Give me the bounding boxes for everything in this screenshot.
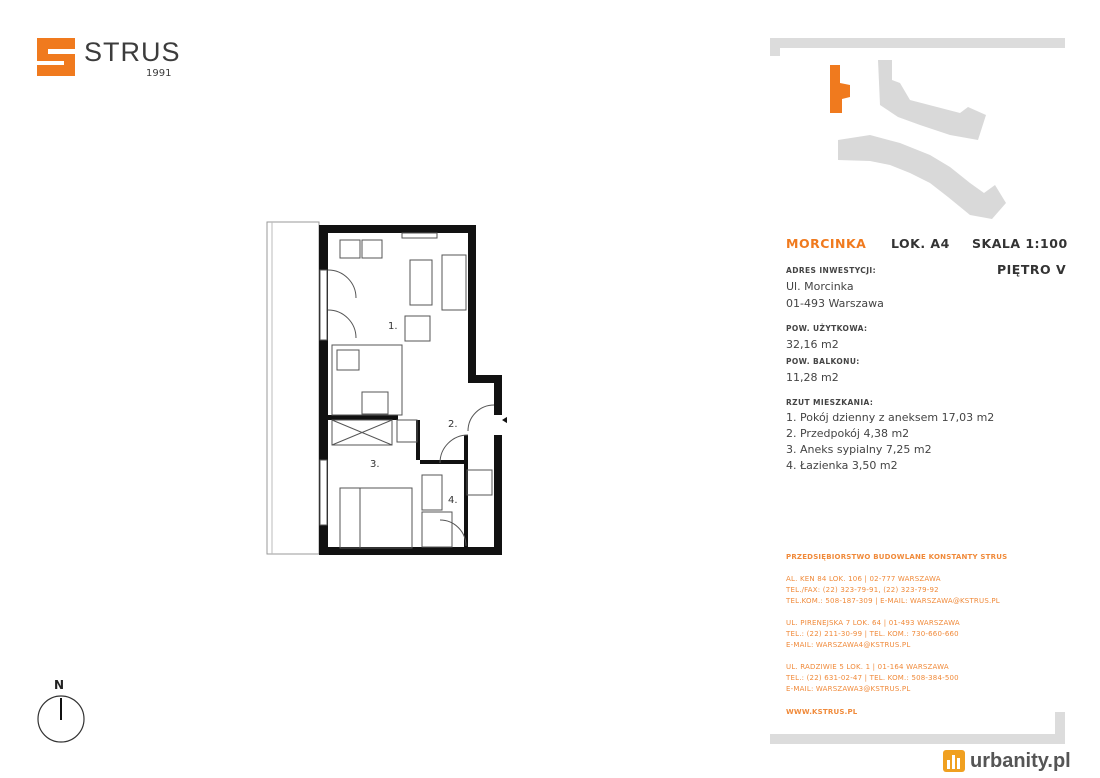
room-label-4: 4. xyxy=(448,495,458,506)
office2-line: UL. PIRENEJSKA 7 LOK. 64 | 01-493 WARSZAWA xyxy=(786,619,960,627)
unit-number: LOK. A4 xyxy=(891,236,950,251)
office1-line: TEL./FAX: (22) 323-79-91, (22) 323-79-92 xyxy=(786,586,939,594)
company-name: PRZEDSIĘBIORSTWO BUDOWLANE KONSTANTY STRUS xyxy=(786,553,1008,561)
office1-line: TEL.KOM.: 508-187-309 | E-MAIL: WARSZAWA@KSTRUS.PL xyxy=(786,597,1000,605)
compass-north-label: N xyxy=(54,678,65,692)
room-label-3: 3. xyxy=(370,459,380,470)
office3-line: UL. RADZIWIE 5 LOK. 1 | 01-164 WARSZAWA xyxy=(786,663,949,671)
usable-area-label: POW. UŻYTKOWA: xyxy=(786,324,868,333)
office2-line: TEL.: (22) 211-30-99 | TEL. KOM.: 730-660-660 xyxy=(786,630,959,638)
strus-logo-icon xyxy=(37,38,75,76)
panel-frame-corner-bottom xyxy=(1055,712,1065,744)
balcony-area-value: 11,28 m2 xyxy=(786,371,839,384)
brand-year: 1991 xyxy=(146,68,172,79)
address-line2: 01-493 Warszawa xyxy=(786,297,884,310)
room-label-2: 2. xyxy=(448,419,458,430)
site-plan xyxy=(800,55,1020,235)
usable-area-value: 32,16 m2 xyxy=(786,338,839,351)
rooms-label: RZUT MIESZKANIA: xyxy=(786,398,874,407)
website-link[interactable]: WWW.KSTRUS.PL xyxy=(786,708,858,716)
office3-line: E-MAIL: WARSZAWA3@KSTRUS.PL xyxy=(786,685,911,693)
project-name: MORCINKA xyxy=(786,236,867,251)
watermark xyxy=(942,748,1071,774)
balcony-area-label: POW. BALKONU: xyxy=(786,357,860,366)
floor-plan xyxy=(262,220,507,565)
office3-line: TEL.: (22) 631-02-47 | TEL. KOM.: 508-384-500 xyxy=(786,674,959,682)
urbanity-logo-icon xyxy=(942,749,966,773)
office1-line: AL. KEN 84 LOK. 106 | 02-777 WARSZAWA xyxy=(786,575,941,583)
room-item: 1. Pokój dzienny z aneksem 17,03 m2 xyxy=(786,411,995,424)
panel-frame-corner xyxy=(770,38,780,56)
panel-frame-top xyxy=(770,38,1065,48)
address-line1: Ul. Morcinka xyxy=(786,280,854,293)
compass-icon xyxy=(36,676,88,744)
room-item: 4. Łazienka 3,50 m2 xyxy=(786,459,898,472)
room-item: 2. Przedpokój 4,38 m2 xyxy=(786,427,910,440)
address-label: ADRES INWESTYCJI: xyxy=(786,266,876,275)
office2-line: E-MAIL: WARSZAWA4@KSTRUS.PL xyxy=(786,641,911,649)
floor-level: PIĘTRO V xyxy=(997,262,1067,277)
room-label-1: 1. xyxy=(388,321,398,332)
brand-name: STRUS xyxy=(84,37,181,67)
panel-frame-bottom xyxy=(770,734,1065,744)
watermark-text: urbanity.pl xyxy=(970,749,1071,772)
room-item: 3. Aneks sypialny 7,25 m2 xyxy=(786,443,932,456)
scale: SKALA 1:100 xyxy=(972,236,1068,251)
